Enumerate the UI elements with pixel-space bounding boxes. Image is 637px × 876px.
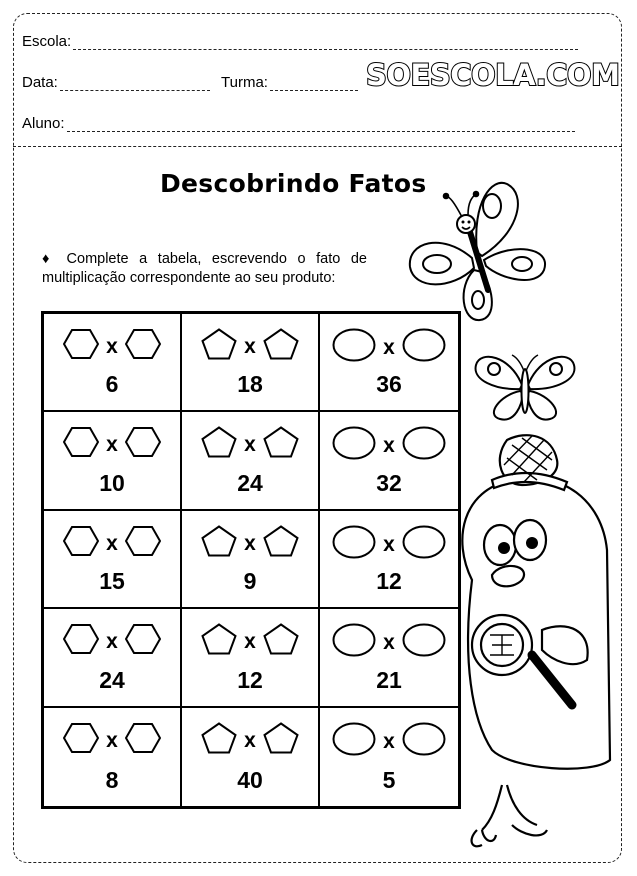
product-value: 36 [376, 371, 402, 398]
pentagon-icon[interactable] [201, 426, 237, 463]
oval-icon[interactable] [332, 426, 376, 465]
multiply-sign: x [106, 335, 118, 358]
pentagon-icon[interactable] [201, 722, 237, 759]
multiply-sign: x [383, 434, 395, 458]
table-cell [182, 412, 320, 510]
multiply-sign: x [383, 336, 395, 359]
page-title: Descobrindo Fatos [160, 169, 427, 198]
factor-shapes [320, 328, 458, 367]
factor-shapes [182, 426, 318, 463]
escola-field[interactable] [22, 33, 578, 50]
pentagon-icon[interactable] [263, 426, 299, 463]
table-cell [182, 511, 320, 609]
data-label: Data: [22, 74, 58, 91]
table-cell [320, 609, 458, 707]
multiply-sign: x [106, 630, 118, 654]
factor-shapes [320, 623, 458, 662]
butterfly-large-icon [402, 172, 552, 332]
hexagon-icon[interactable] [125, 525, 161, 562]
escola-line[interactable] [73, 37, 578, 50]
factor-shapes [44, 426, 180, 463]
butterfly-small-icon [470, 345, 580, 425]
pentagon-icon[interactable] [201, 525, 237, 562]
oval-icon[interactable] [402, 426, 446, 465]
product-value: 6 [105, 371, 119, 398]
oval-icon[interactable] [402, 525, 446, 564]
multiply-sign: x [244, 335, 256, 358]
factor-shapes [182, 525, 318, 562]
table-cell [44, 511, 182, 609]
table-cell [320, 511, 458, 609]
factor-shapes [182, 722, 318, 759]
factor-shapes [44, 525, 180, 562]
hexagon-icon[interactable] [125, 426, 161, 463]
product-value: 12 [376, 568, 402, 595]
oval-icon[interactable] [332, 525, 376, 564]
pentagon-icon[interactable] [263, 328, 299, 365]
soescola-logo: SOESCOLA.COM [366, 58, 620, 92]
product-value: 15 [99, 568, 125, 595]
multiply-sign: x [244, 433, 256, 457]
multiply-sign: x [106, 433, 118, 457]
hexagon-icon[interactable] [63, 328, 99, 365]
hexagon-icon[interactable] [63, 722, 99, 759]
escola-label: Escola: [22, 33, 72, 50]
multiply-sign: x [106, 531, 118, 555]
oval-icon[interactable] [332, 623, 376, 662]
factor-shapes [182, 623, 318, 660]
table-cell [44, 708, 182, 806]
table-cell [44, 609, 182, 707]
oval-icon[interactable] [402, 328, 446, 367]
factor-shapes [320, 722, 458, 761]
diamond-bullet-icon: ♦ [42, 251, 56, 267]
aluno-field[interactable] [22, 115, 575, 132]
multiplication-table [41, 311, 461, 809]
instruction-line-2: multiplicação correspondente ao seu produto: [42, 270, 336, 286]
pentagon-icon[interactable] [201, 328, 237, 365]
product-value: 12 [237, 666, 263, 693]
hexagon-icon[interactable] [125, 328, 161, 365]
multiply-sign: x [383, 631, 395, 655]
pentagon-icon[interactable] [263, 525, 299, 562]
product-value: 10 [99, 469, 125, 496]
product-value: 21 [376, 666, 402, 693]
table-cell [320, 708, 458, 806]
data-field[interactable] [22, 74, 210, 91]
oval-icon[interactable] [402, 722, 446, 761]
table-cell [182, 609, 320, 707]
hexagon-icon[interactable] [63, 525, 99, 562]
pentagon-icon[interactable] [263, 722, 299, 759]
oval-icon[interactable] [332, 328, 376, 367]
instruction-text [42, 250, 367, 288]
product-value: 5 [382, 767, 396, 793]
multiply-sign: x [383, 532, 395, 556]
detective-bird-icon [452, 430, 612, 860]
table-cell [44, 314, 182, 412]
header-divider [13, 146, 622, 147]
factor-shapes [44, 623, 180, 660]
aluno-label: Aluno: [22, 115, 65, 132]
product-value: 24 [237, 469, 263, 496]
product-value: 32 [376, 469, 402, 496]
product-value: 18 [237, 371, 263, 398]
product-value: 24 [99, 666, 125, 693]
hexagon-icon[interactable] [63, 623, 99, 660]
table-cell [182, 314, 320, 412]
instruction-line-1-text: Complete a tabela, escrevendo o fato de [66, 251, 367, 267]
hexagon-icon[interactable] [63, 426, 99, 463]
table-cell [44, 412, 182, 510]
product-value: 9 [243, 568, 257, 595]
factor-shapes [44, 722, 180, 759]
multiply-sign: x [244, 531, 256, 555]
pentagon-icon[interactable] [263, 623, 299, 660]
data-line[interactable] [60, 78, 210, 91]
factor-shapes [182, 328, 318, 365]
product-value: 8 [105, 767, 119, 793]
turma-field[interactable] [221, 74, 358, 91]
aluno-line[interactable] [67, 119, 575, 132]
oval-icon[interactable] [332, 722, 376, 761]
table-cell [182, 708, 320, 806]
pentagon-icon[interactable] [201, 623, 237, 660]
product-value: 40 [237, 767, 263, 793]
multiply-sign: x [383, 729, 395, 753]
oval-icon[interactable] [402, 623, 446, 662]
multiply-sign: x [106, 728, 118, 752]
factor-shapes [320, 426, 458, 465]
hexagon-icon[interactable] [125, 623, 161, 660]
turma-label: Turma: [221, 74, 268, 91]
instruction-line-1 [42, 250, 367, 269]
multiply-sign: x [244, 630, 256, 654]
factor-shapes [44, 328, 180, 365]
turma-line[interactable] [270, 78, 358, 91]
table-cell [320, 412, 458, 510]
multiply-sign: x [244, 728, 256, 752]
factor-shapes [320, 525, 458, 564]
hexagon-icon[interactable] [125, 722, 161, 759]
